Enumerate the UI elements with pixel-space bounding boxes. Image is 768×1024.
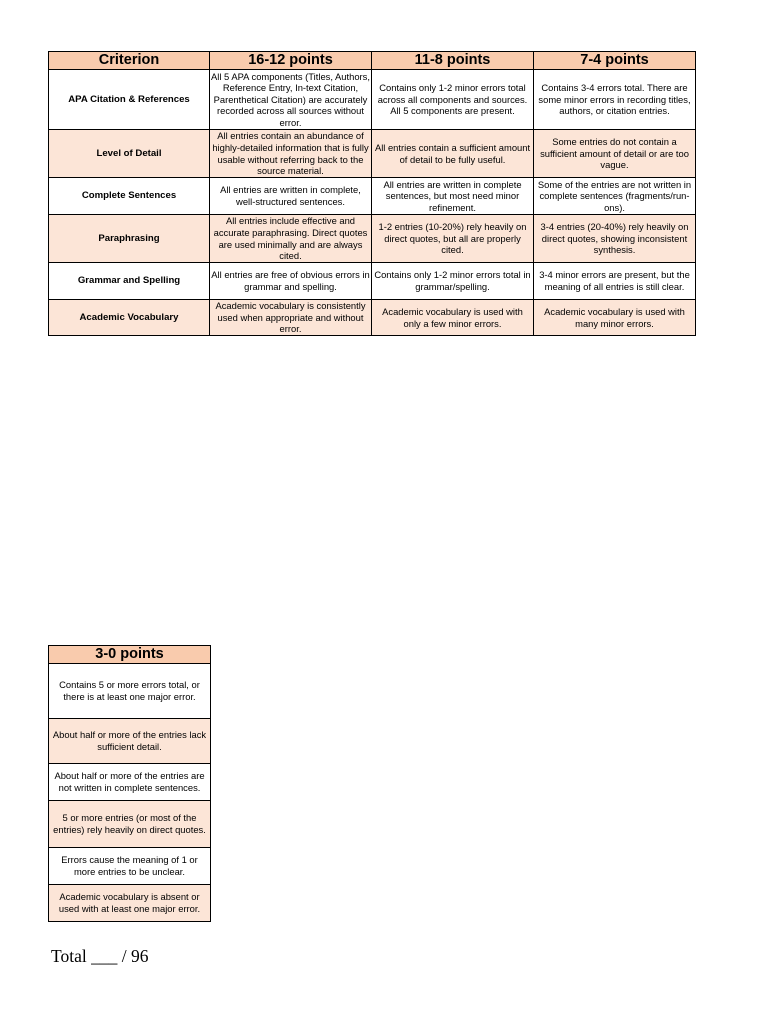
score-cell-11-8: Academic vocabulary is used with only a few minor errors. [372,300,534,336]
score-cell-11-8: Contains only 1-2 minor errors total in grammar/spelling. [372,263,534,300]
score-cell-3-0: 5 or more entries (or most of the entries) rely heavily on direct quotes. [49,801,211,848]
header-16-12-points: 16-12 points [210,52,372,70]
score-cell-7-4: 3-4 minor errors are present, but the meaning of all entries is still clear. [534,263,696,300]
score-cell-7-4: 3-4 entries (20-40%) rely heavily on direct quotes, showing inconsistent synthesis. [534,215,696,263]
score-cell-16-12: Academic vocabulary is consistently used when appropriate and without error. [210,300,372,336]
lower-row-grammar-spelling [49,848,211,885]
criterion-cell: Grammar and Spelling [49,263,210,300]
header-11-8-points: 11-8 points [372,52,534,70]
score-cell-7-4: Academic vocabulary is used with many minor errors. [534,300,696,336]
row-academic-vocabulary [49,300,696,336]
score-cell-11-8: All entries contain a sufficient amount of detail to be fully useful. [372,130,534,178]
header-3-0-points: 3-0 points [49,646,211,664]
rubric-3-0-table [48,645,211,922]
score-cell-16-12: All entries include effective and accurate paraphrasing. Direct quotes are used minimally and are always cited. [210,215,372,263]
lower-row-apa-citation [49,664,211,719]
score-cell-16-12: All 5 APA components (Titles, Authors, Reference Entry, In-text Citation, Parenthetical Citation) are accurately recorded across all sources without error. [211,70,370,128]
score-cell-16-12: All entries are free of obvious errors in grammar and spelling. [210,263,372,300]
score-cell-3-0: Errors cause the meaning of 1 or more entries to be unclear. [49,848,211,885]
lower-row-complete-sentences [49,764,211,801]
rubric-header-row [49,52,696,70]
header-criterion: Criterion [49,52,210,70]
criterion-cell: Complete Sentences [49,178,210,215]
score-cell-3-0: Academic vocabulary is absent or used with at least one major error. [49,885,211,922]
lower-row-paraphrasing [49,801,211,848]
criterion-cell: APA Citation & References [49,70,210,130]
score-cell-11-8: Contains only 1-2 minor errors total across all components and sources. All 5 components are present. [372,70,534,130]
row-apa-citation [49,70,696,130]
score-cell-7-4: Some of the entries are not written in complete sentences (fragments/run-ons). [534,178,696,215]
score-cell-16-12: All entries contain an abundance of highly-detailed information that is fully usable without referring back to the source material. [210,130,372,178]
score-cell-3-0: Contains 5 or more errors total, or there is at least one major error. [49,664,211,719]
score-cell-7-4: Some entries do not contain a sufficient amount of detail or are too vague. [534,130,696,178]
score-cell-11-8: All entries are written in complete sentences, but most need minor refinement. [372,178,534,215]
criterion-cell: Academic Vocabulary [49,300,210,336]
criterion-cell: Level of Detail [49,130,210,178]
criterion-cell: Paraphrasing [49,215,210,263]
lower-row-academic-vocabulary [49,885,211,922]
header-7-4-points: 7-4 points [534,52,696,70]
row-paraphrasing [49,215,696,263]
score-cell-16-12: All entries are written in complete, well-structured sentences. [210,178,372,215]
total-score-line: Total ___ / 96 [51,946,149,966]
lower-header-row [49,646,211,664]
row-level-of-detail [49,130,696,178]
rubric-table [48,51,696,336]
score-cell-3-0: About half or more of the entries are not written in complete sentences. [49,764,211,801]
score-cell-7-4: Contains 3-4 errors total. There are some minor errors in recording titles, authors, or citation entries. [534,70,696,130]
row-complete-sentences [49,178,696,215]
row-grammar-spelling [49,263,696,300]
score-cell-11-8: 1-2 entries (10-20%) rely heavily on direct quotes, but all are properly cited. [372,215,534,263]
score-cell-3-0: About half or more of the entries lack sufficient detail. [49,719,211,764]
lower-row-level-of-detail [49,719,211,764]
